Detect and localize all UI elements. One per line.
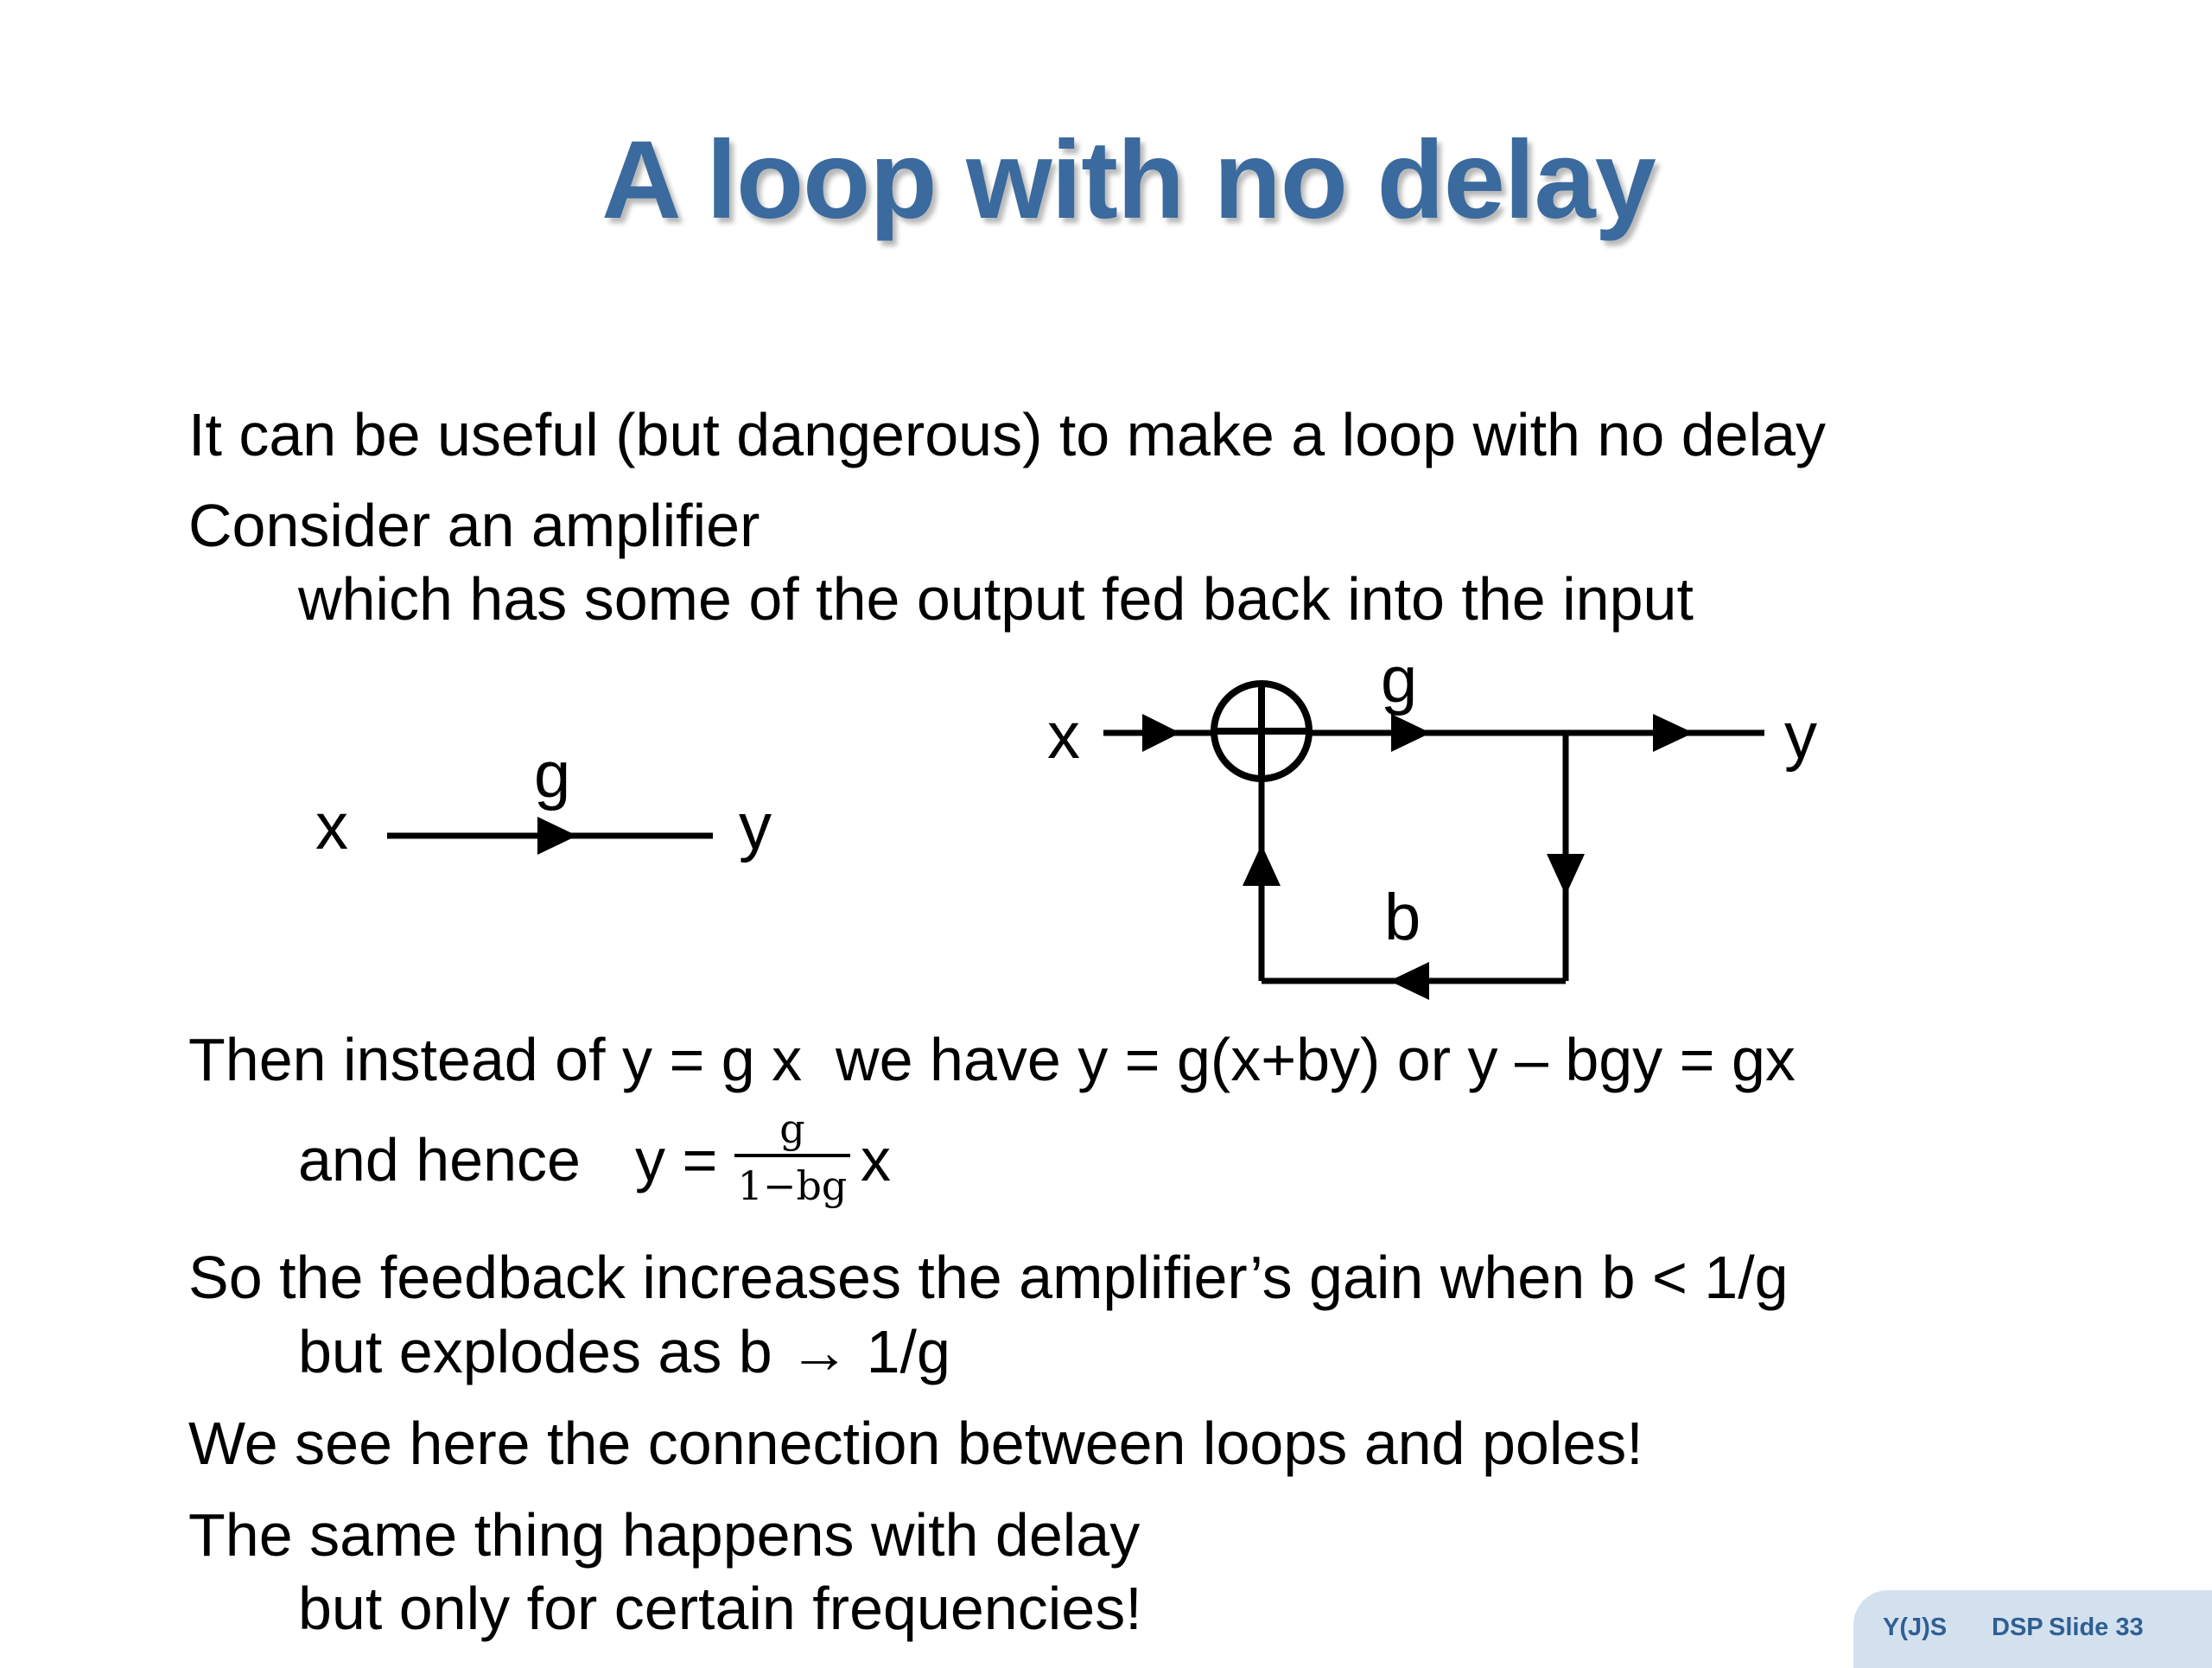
result-lhs: y = bbox=[635, 1126, 718, 1194]
input-arrow bbox=[1142, 714, 1180, 752]
gain-arrow bbox=[1391, 714, 1431, 752]
and-hence-label: and hence bbox=[298, 1126, 581, 1194]
feedback-down-arrow bbox=[1547, 854, 1585, 895]
gain-fraction bbox=[734, 1105, 850, 1209]
sub-bullet-frequencies: but only for certain frequencies! bbox=[298, 1575, 1142, 1642]
feedback-gain-arrow bbox=[1389, 962, 1429, 1000]
bullet-delay: The same thing happens with delay bbox=[188, 1501, 1141, 1569]
footer-source: Y(J)S bbox=[1883, 1614, 1948, 1641]
fraction-denominator: 1−bg bbox=[737, 1162, 848, 1209]
simple-output-label: y bbox=[739, 790, 772, 863]
sub-bullet-feedback: which has some of the output fed back into the input bbox=[298, 565, 1694, 633]
bullet-loop-no-delay: It can be useful (but dangerous) to make a loop with no delay bbox=[188, 401, 1827, 468]
feedback-gain-label: g bbox=[1381, 643, 1418, 716]
slide-title: A loop with no delay bbox=[601, 118, 1656, 242]
fraction-numerator: g bbox=[779, 1105, 805, 1152]
simple-amplifier-diagram bbox=[315, 738, 772, 863]
feedback-output-label: y bbox=[1784, 699, 1817, 773]
slide-number: Slide 33 bbox=[2049, 1614, 2144, 1641]
bullet-gain-increase: So the feedback increases the amplifier’s gain when b < 1/g bbox=[188, 1244, 1789, 1311]
feedback-up-arrow bbox=[1243, 844, 1281, 886]
bullet-amplifier: Consider an amplifier bbox=[188, 492, 760, 559]
simple-input-label: x bbox=[315, 790, 348, 863]
feedback-amplifier-diagram bbox=[1047, 643, 1817, 1000]
slide-footer bbox=[1853, 1590, 2212, 1668]
simple-gain-arrow bbox=[537, 817, 577, 855]
feedback-input-label: x bbox=[1047, 699, 1080, 773]
sub-bullet-explodes: but explodes as b → 1/g bbox=[298, 1318, 950, 1385]
equation-line: Then instead of y = g x we have y = g(x+by) or y – bgy = gx bbox=[188, 1026, 1796, 1093]
feedback-coefficient-label: b bbox=[1384, 881, 1421, 954]
fraction-bar bbox=[734, 1154, 850, 1157]
output-arrow bbox=[1653, 714, 1694, 752]
footer-course: DSP bbox=[1992, 1614, 2044, 1641]
bullet-loops-poles: We see here the connection between loops and poles! bbox=[188, 1410, 1643, 1477]
result-rhs: x bbox=[861, 1126, 891, 1194]
simple-gain-label: g bbox=[534, 738, 571, 812]
